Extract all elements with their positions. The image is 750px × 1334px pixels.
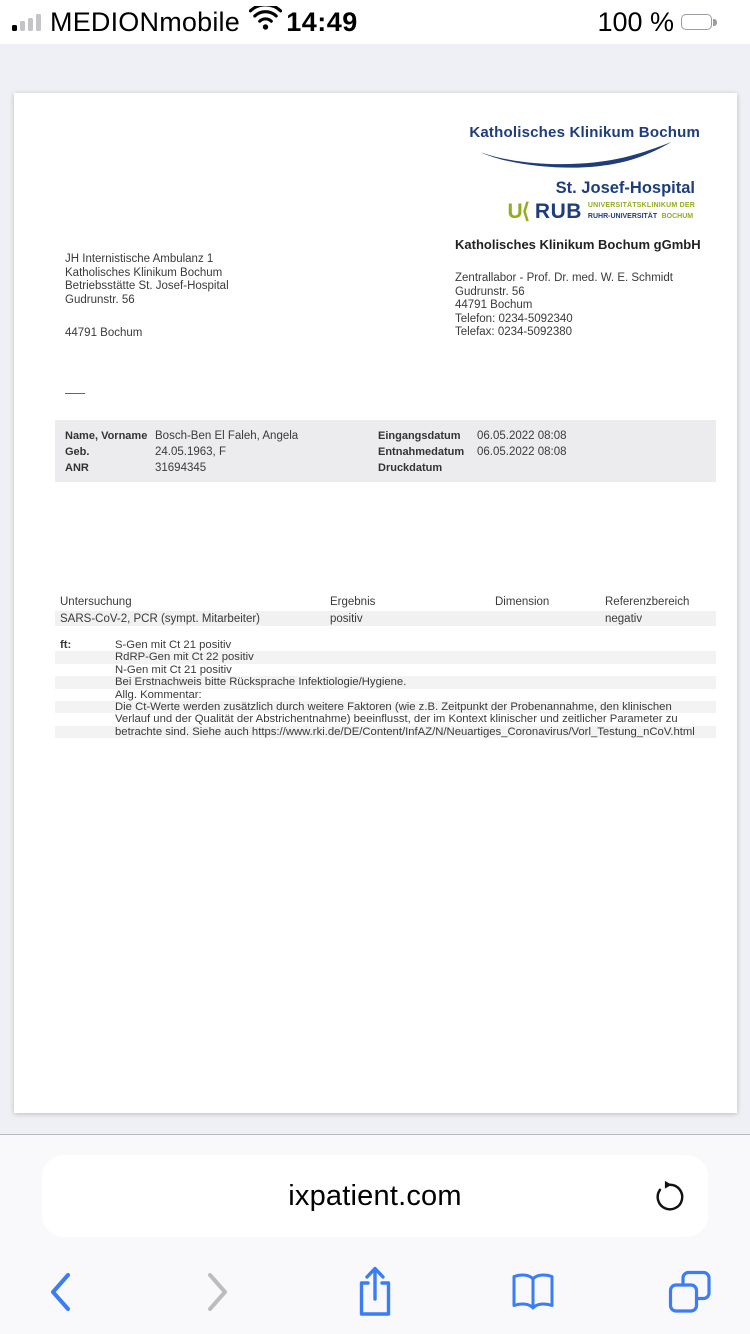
reload-icon (653, 1180, 687, 1214)
results-header-row (55, 596, 716, 608)
organization-name: Katholisches Klinikum Bochum gGmbH (455, 237, 701, 252)
patient-field-value: 06.05.2022 08:08 (477, 446, 567, 458)
footnote-line: ft: S-Gen mit Ct 21 positiv (60, 639, 232, 651)
result-value: positiv (330, 612, 363, 625)
lab-address (455, 272, 673, 340)
result-test-name: SARS-CoV-2, PCR (sympt. Mitarbeiter) (60, 612, 261, 625)
patient-field-label: ANR (65, 462, 89, 474)
footnote-line: Bei Erstnachweis bitte Rücksprache Infektiologie/Hygiene. (55, 676, 716, 688)
pdf-viewer (0, 44, 750, 1134)
clock: 14:49 (286, 6, 358, 37)
results-column-header: Referenzbereich (605, 596, 690, 608)
safari-bottom-bar (0, 1134, 750, 1334)
footnote-label: ft: (60, 639, 72, 651)
patient-row (65, 460, 716, 476)
lab-line: 44791 Bochum (455, 299, 533, 312)
patient-field-value: 24.05.1963, F (155, 446, 226, 458)
footnote-block (55, 639, 716, 738)
share-button[interactable] (351, 1263, 399, 1321)
results-column-header: Untersuchung (60, 596, 132, 608)
battery-percent: 100 % (597, 6, 674, 37)
patient-field-label: Name, Vorname (65, 430, 148, 442)
back-icon (48, 1271, 72, 1313)
sender-address (65, 253, 229, 341)
lab-line: Telefax: 0234-5092380 (455, 326, 573, 339)
ukrub-logo-uk: U⟨ (507, 200, 529, 223)
patient-row (65, 428, 716, 444)
forward-icon (206, 1271, 230, 1313)
footnote-line: RdRP-Gen mit Ct 22 positiv (55, 651, 716, 663)
ukrub-logo (508, 199, 695, 224)
hospital-name: St. Josef-Hospital (555, 179, 695, 197)
letterhead-title: Katholisches Klinikum Bochum (469, 124, 700, 141)
results-column-header: Ergebnis (330, 596, 376, 608)
patient-field-value: 06.05.2022 08:08 (477, 430, 567, 442)
letterhead-swoosh-graphic (455, 142, 697, 169)
sender-line: JH Internistische Ambulanz 1 (65, 253, 214, 265)
ukrub-logo-line2-dark: RUHR-UNIVERSITÄT (587, 213, 658, 220)
lab-line: Gudrunstr. 56 (455, 285, 525, 298)
sender-line: Betriebsstätte St. Josef-Hospital (65, 280, 229, 293)
document-page (14, 93, 737, 1113)
status-bar (0, 0, 750, 44)
url-text: ixpatient.com (288, 1179, 462, 1212)
safari-toolbar (0, 1257, 750, 1327)
footnote-line: Allg. Kommentar: (115, 688, 202, 701)
results-column-header: Dimension (495, 596, 550, 608)
patient-row (65, 444, 716, 460)
address-bar[interactable] (42, 1155, 708, 1237)
lab-line: Telefon: 0234-5092340 (455, 312, 573, 325)
ukrub-logo-rub: RUB (534, 199, 582, 223)
footnote-line: Verlauf und der Qualität der Abstrichentnahme) beeinflusst, der im Kontext klinischer und zeitlicher Parameter zu (115, 713, 678, 726)
footnote-line: N-Gen mit Ct 21 positiv (115, 663, 232, 676)
wifi-icon (249, 6, 282, 38)
forward-button[interactable] (194, 1263, 242, 1321)
sender-line: Gudrunstr. 56 (65, 293, 135, 306)
cellular-signal-icon (12, 14, 41, 31)
ukrub-logo-line1: UNIVERSITÄTSKLINIKUM DER (587, 201, 695, 209)
bookmarks-button[interactable] (509, 1263, 557, 1321)
tabs-icon (667, 1269, 713, 1315)
fold-mark (65, 393, 85, 394)
sender-line: Katholisches Klinikum Bochum (65, 266, 223, 279)
patient-field-label: Entnahmedatum (378, 446, 465, 458)
patient-field-label: Eingangsdatum (378, 430, 461, 442)
sender-city: 44791 Bochum (65, 327, 143, 340)
carrier-label: MEDIONmobile (50, 6, 240, 37)
back-button[interactable] (36, 1263, 84, 1321)
lab-line: Zentrallabor - Prof. Dr. med. W. E. Schmidt (455, 272, 673, 284)
patient-field-label: Druckdatum (378, 462, 443, 474)
tabs-button[interactable] (666, 1263, 714, 1321)
patient-field-label: Geb. (65, 446, 90, 458)
footnote-line: betrachte sind. Siehe auch https://www.rki.de/DE/Content/InfAZ/N/Neuartiges_Coronavirus/Vorl_Testung_nCoV.html (55, 726, 716, 738)
patient-field-value: 31694345 (155, 462, 207, 474)
result-reference: negativ (605, 612, 643, 625)
battery-icon (681, 14, 712, 30)
patient-field-value: Bosch-Ben El Faleh, Angela (155, 430, 299, 442)
bookmarks-icon (509, 1271, 557, 1313)
results-data-row (55, 611, 716, 626)
footnote-line: Die Ct-Werte werden zusätzlich durch weitere Faktoren (wie z.B. Zeitpunkt der Probenannahme, den klinischen (55, 701, 716, 713)
reload-button[interactable] (652, 1179, 688, 1215)
ukrub-logo-line2-green: BOCHUM (661, 213, 694, 220)
patient-info-box (55, 420, 716, 482)
share-icon (355, 1264, 395, 1320)
